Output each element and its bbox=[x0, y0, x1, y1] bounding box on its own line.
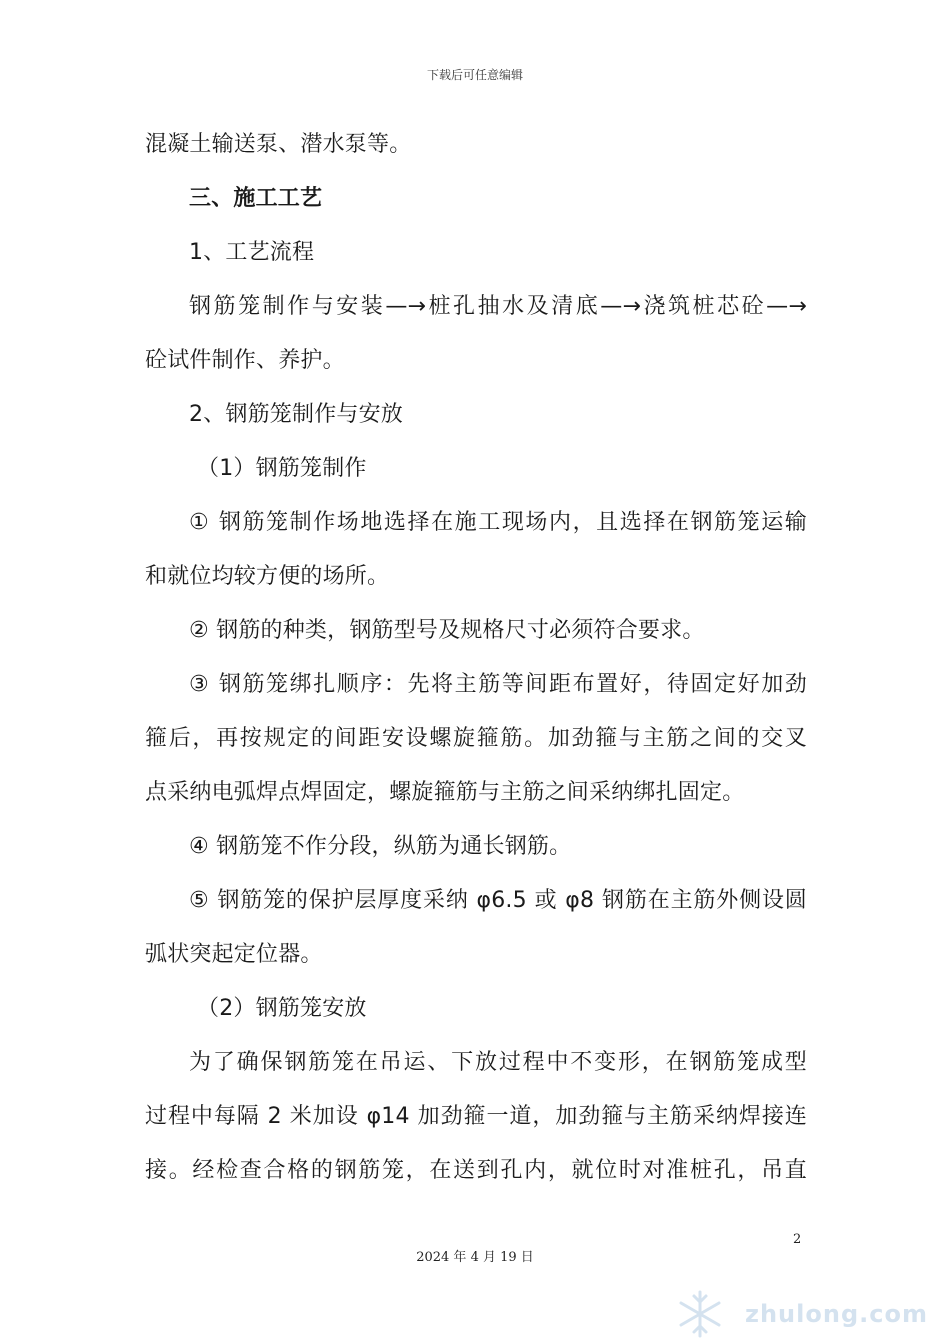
sub-item-heading: （1）钢筋笼制作 bbox=[197, 456, 367, 481]
footer-date: 2024 年 4 月 19 日 bbox=[416, 1250, 534, 1265]
text-line: ② 钢筋的种类，钢筋型号及规格尺寸必须符合要求。 bbox=[189, 618, 705, 643]
sub-item-heading: （2）钢筋笼安放 bbox=[197, 996, 367, 1021]
text-line: 钢筋笼制作与安装—→桩孔抽水及清底—→浇筑桩芯砼—→ bbox=[189, 294, 807, 319]
subsection-heading: 2、钢筋笼制作与安放 bbox=[189, 402, 403, 427]
text-line: ① 钢筋笼制作场地选择在施工现场内，且选择在钢筋笼运输 bbox=[189, 510, 807, 535]
text-line: 和就位均较方便的场所。 bbox=[145, 564, 390, 589]
text-line: ④ 钢筋笼不作分段，纵筋为通长钢筋。 bbox=[189, 834, 572, 859]
text-line: 砼试件制作、养护。 bbox=[145, 348, 345, 373]
page-number: 2 bbox=[793, 1232, 802, 1247]
text-line: 接。经检查合格的钢筋笼，在送到孔内，就位时对准桩孔，吊直 bbox=[145, 1158, 807, 1183]
text-line: 过程中每隔 2 米加设 φ14 加劲箍一道，加劲箍与主筋采纳焊接连 bbox=[145, 1104, 807, 1129]
section-heading: 三、施工工艺 bbox=[189, 186, 323, 211]
snowflake-icon bbox=[665, 1288, 735, 1340]
text-line: 点采纳电弧焊点焊固定，螺旋箍筋与主筋之间采纳绑扎固定。 bbox=[145, 780, 745, 805]
watermark bbox=[665, 1288, 935, 1340]
text-line: 弧状突起定位器。 bbox=[145, 942, 323, 967]
text-line: 混凝土输送泵、潜水泵等。 bbox=[145, 132, 412, 157]
page-header: 下载后可任意编辑 bbox=[426, 68, 523, 82]
text-line: ③ 钢筋笼绑扎顺序：先将主筋等间距布置好，待固定好加劲 bbox=[189, 672, 807, 697]
text-line: 为了确保钢筋笼在吊运、下放过程中不变形，在钢筋笼成型 bbox=[189, 1050, 807, 1075]
text-line: ⑤ 钢筋笼的保护层厚度采纳 φ6.5 或 φ8 钢筋在主筋外侧设圆 bbox=[189, 888, 807, 913]
text-line: 箍后，再按规定的间距安设螺旋箍筋。加劲箍与主筋之间的交叉 bbox=[145, 726, 807, 751]
document-body bbox=[145, 118, 807, 1198]
watermark-text: zhulong.com bbox=[745, 1300, 928, 1328]
subsection-heading: 1、工艺流程 bbox=[189, 240, 315, 265]
